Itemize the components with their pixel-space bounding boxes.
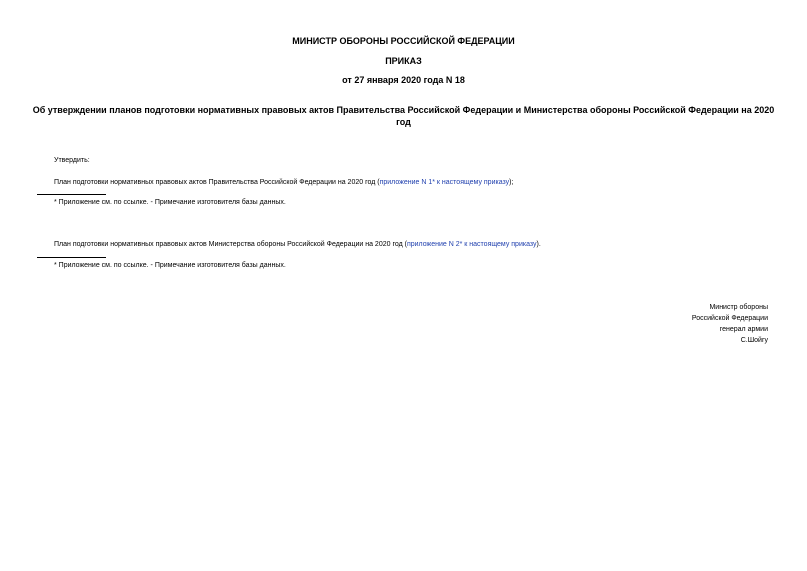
footnote-2: * Приложение см. по ссылке. - Примечание изготовителя базы данных. [54, 262, 286, 269]
signature-block [692, 302, 768, 346]
approve-paragraph: Утвердить: [54, 157, 90, 164]
appendix-1-link[interactable]: приложение N 1* к настоящему приказу [379, 179, 510, 186]
plan-item-1 [54, 178, 774, 187]
issuer-heading: МИНИСТР ОБОРОНЫ РОССИЙСКОЙ ФЕДЕРАЦИИ [292, 36, 515, 46]
document-date-number: от 27 января 2020 года N 18 [342, 75, 465, 85]
signature-organization: Российской Федерации [691, 315, 768, 322]
plan-item-2-tail: ). [536, 241, 541, 248]
footnote-separator-2 [37, 257, 106, 258]
appendix-2-link[interactable]: приложение N 2* к настоящему приказу [406, 241, 537, 248]
signature-position: Министр обороны [709, 304, 768, 311]
plan-item-1-tail: ); [509, 179, 514, 186]
footnote-1: * Приложение см. по ссылке. - Примечание изготовителя базы данных. [54, 199, 286, 206]
footnote-separator-1 [37, 194, 106, 195]
plan-item-2-text: План подготовки нормативных правовых актов Министерства обороны Российской Федерации на 2020 год ( [54, 241, 407, 248]
document-type-heading: ПРИКАЗ [385, 56, 422, 66]
signature-rank: генерал армии [719, 326, 768, 333]
document-title: Об утверждении планов подготовки нормативных правовых актов Правительства Российской Федерации и Министерства обороны Российской Федерации на 2020 год [32, 105, 775, 127]
signature-name: С.Шойгу [740, 337, 768, 344]
plan-item-2 [54, 240, 774, 249]
plan-item-1-text: План подготовки нормативных правовых актов Правительства Российской Федерации на 2020 год ( [54, 179, 380, 186]
